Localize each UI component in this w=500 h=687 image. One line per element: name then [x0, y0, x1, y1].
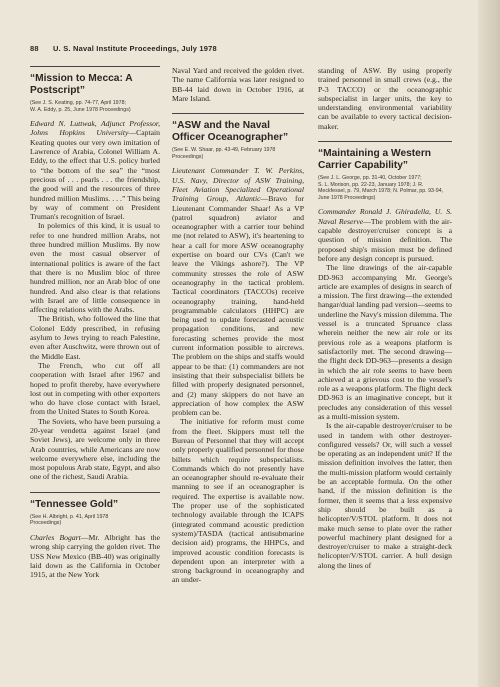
page-edge-shadow	[478, 0, 500, 687]
section-body	[30, 119, 160, 482]
column-3	[318, 66, 452, 678]
section-body	[172, 66, 304, 103]
section-title-asw-oceanographer: “ASW and the Naval Officer Oceanographer”	[172, 120, 289, 144]
section-rule	[30, 492, 160, 493]
paragraph: Commander Ronald J. Ghiradella, U. S. Naval Reserve—The problem with the air-capable destroyer/cruiser concept is a question of mission definition. The proposed ship's mission must be defined before any design concept is pursued.	[318, 207, 452, 263]
paragraph: standing of ASW. By using properly trained personnel in small crews (e.g., the P-3 TACCO) or the oceanographic subspecialist in larger units, the key to understanding environmental variability can be available to every tactical decision-maker.	[318, 66, 452, 131]
paragraph: Naval Yard and received the golden rivet. The name California was later resigned to BB-44 laid down in October 1916, at Mare Island.	[172, 66, 304, 103]
section-title-western-carrier: “Maintaining a Western Carrier Capability”	[318, 148, 432, 172]
section-title-tennessee-gold: “Tennessee Gold”	[30, 498, 119, 510]
author-byline: Edward N. Luttwak, Adjunct Professor, Johns Hopkins University	[30, 119, 160, 138]
section-reference: (See J. S. Keating, pp. 74-77, April 1978; W. A. Eddy, p. 25, June 1978 Proceedings)	[30, 100, 131, 113]
paragraph: The French, who cut off all cooperation with Israel after 1967 and hoped to profit thereby, have everywhere lost out in competing with other exporters who do have close contact with Israel, from the United States to South Korea.	[30, 360, 160, 417]
column-1	[30, 66, 160, 678]
paragraph: Edward N. Luttwak, Adjunct Professor, Johns Hopkins University—Captain Keating quotes our very own imitation of Lawrence of Arabia, Colonel William A. Eddy, to the effect that U.S. policy hurled to “the bottom of the sea” the “most precious of . . . pearls . . . the friendship, the good will and the resources of three hundred million Muslims. . . .” This being by way of comment on President Truman's recognition of Israel.	[30, 119, 160, 222]
paragraph: The British, who followed the line that Colonel Eddy prescribed, in refusing asylum to Jews trying to reach Palestine, even after Auschwitz, were thrown out of the Middle East.	[30, 314, 160, 361]
section-rule	[318, 141, 452, 142]
page-number: 88	[30, 44, 39, 53]
paragraph: The line drawings of the air-capable DD-963 accompanying Mr. George's article are examples of designs in search of a mission. The first drawing—the extended hangar/dual landing pad version—seems to underline the Navy's mission dilemma. The vessel is a truncated Spruance class wherein neither the new air role or its previous role as a weapons platform is satisfactorily met. The second drawing—the flight deck DD-963—presents a design in which the air role seems to have been achieved at a grievous cost to the vessel's role as a weapons platform. The flight deck DD-963 is an imaginative concept, but it precludes any consideration of this vessel as a multi-mission system.	[318, 263, 452, 421]
paragraph: Lieutenant Commander T. W. Perkins, U.S. Navy, Director of ASW Training, Fleet Aviation Specialized Operational Training Group, Atlantic—Bravo for Lieutenant Commander Shaar! As a VP (patrol squadron) aviator and oceanographer with a carrier tour behind me (not related to ASW), it's heartening to hear a call for more ASW oceanography expertise on board our CVs (Can't we leave the Vikings ashore?). The VP community stresses the role of ASW oceanography in the tactical problem. Tactical coordinators (TACCOs) receive oceanography training, hand-held programmable calculators (HHPC) are being used to update forecasted acoustic propagation conditions, and new forecasting schemes provide the most current information possible to aircrews. The problem on the ships and staffs would appear to be that: (1) commanders are not insisting that their subspecialist billets be filled with properly designated personnel, and (2) many skippers do not have an appreciation of how complex the ASW problem can be.	[172, 166, 304, 418]
column-2	[172, 66, 304, 678]
section-body	[318, 207, 452, 570]
running-head	[30, 44, 470, 53]
section-body	[30, 533, 160, 579]
section-title-mission-to-mecca: “Mission to Mecca: A Postscript”	[30, 73, 133, 96]
section-body	[318, 66, 452, 131]
section-reference: (See H. Albright, p. 41, April 1978 Proceedings)	[30, 513, 109, 527]
section-reference: (See E. W. Shaar, pp. 43-49, February 1978 Proceedings)	[172, 147, 276, 160]
paragraph: In polemics of this kind, it is usual to refer to one hundred million Arabs, not three hundred million Muslims. By now even the most casual observer of international politics is aware of the fact that there is no Muslim bloc of three hundred million, nor an Arab bloc of one hundred. And also clear is that relations with Israel are of little consequence in affecting relations with the Arabs.	[30, 221, 160, 315]
section-body	[172, 166, 304, 584]
section-rule	[30, 66, 160, 67]
author-byline: Lieutenant Commander T. W. Perkins, U.S. Navy, Director of ASW Training, Fleet Aviation Specialized Operational Training Group, Atlantic	[172, 166, 304, 204]
author-byline: Commander Ronald J. Ghiradella, U. S. Naval Reserve	[318, 207, 452, 226]
paragraph: The Soviets, who have been pursuing a 20-year vendetta against Israel (and Soviet Jews), are welcome only in three Arab countries, while Americans are now welcome everywhere else, including the most populous Arab state, Egypt, and also one of the richest, Saudi Arabia.	[30, 416, 160, 482]
section-rule	[172, 113, 304, 114]
section-reference: (See J. L. George, pp. 31-40, October 1977; S. L. Morison, pp. 22-23, January 1978; J. R. Meckfessel, p. 79, March 1978; N. Polmar, pp. 93-94, June 1978 Proceedings)	[318, 175, 444, 201]
paragraph: Is the air-capable destroyer/cruiser to be used in tandem with other destroyer-configured vessels? Or, will such a vessel be operating as an independent unit? If the mission definition involves the latter, then the multi-mission platform would certainly be an acceptable formula. On the other hand, if the mission definition is the former, then it seems that a less expensive ship should be built as a helicopter/V/STOL platform. It does not make much sense to plate over the rather powerful machinery plant designed for a destroyer/cruiser to make a straight-deck helicopter/V/STOL carrier. A hull design along the lines of	[318, 421, 452, 570]
paragraph: The initiative for reform must come from the fleet. Skippers must tell the Bureau of Personnel that they will accept only properly qualified personnel for those billets which require subspecialists. Commands which do not presently have an oceanographer should re-evaluate their manning to see if an oceanographer is required. The expertise is available now. The proper use of the sophisticated technology available through the ICAPS (integrated command acoustic prediction system)/TASDA (tactical antisubmarine decision aid) programs, the HHPCs, and improved acoustic condition forecasts is dependent upon an interpreter with a strong background in oceanography and an under-	[172, 417, 304, 585]
publication-title: U. S. Naval Institute Proceedings, July 1978	[53, 44, 217, 53]
paragraph: Charles Bogart—Mr. Albright has the wrong ship carrying the golden rivet. The USS New Mexico (BB-40) was originally laid down as the California in October 1915, at the New York	[30, 532, 160, 580]
author-byline: Charles Bogart	[30, 532, 81, 542]
